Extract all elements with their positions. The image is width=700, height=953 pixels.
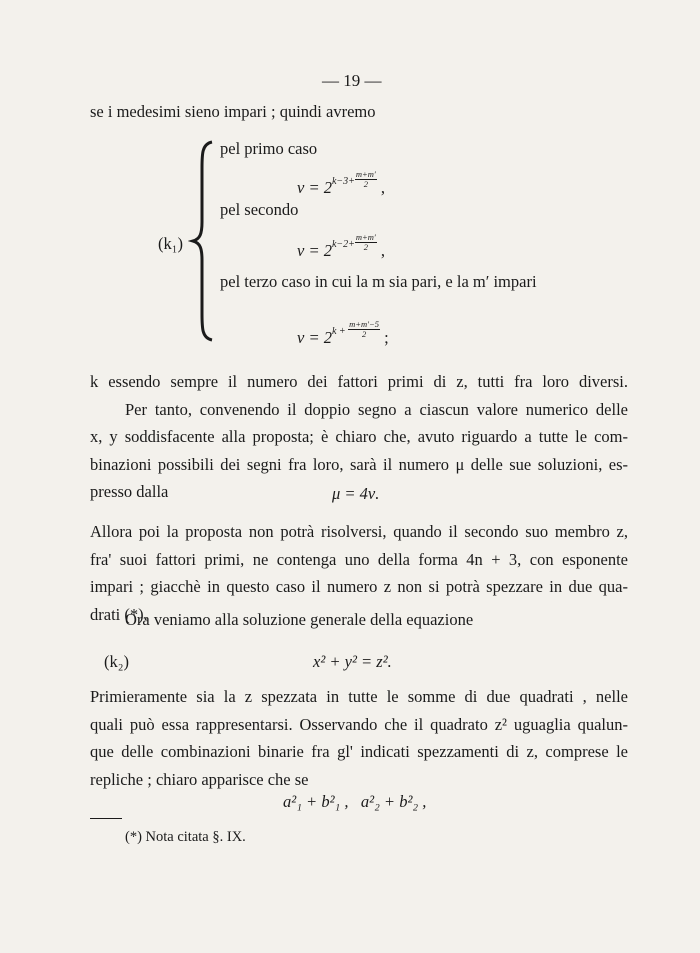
- formula3-fraction-num: m+m′−5: [349, 318, 380, 329]
- formula2-fraction-den: 2: [363, 241, 368, 252]
- para2-line-4: presso dalla: [90, 482, 169, 501]
- para2-line-2: x, y soddisfacente alla proposta; è chiaro che, avuto riguardo a tutte le com-: [90, 427, 628, 446]
- para3-line-1: Allora poi la proposta non potrà risolversi, quando il secondo suo membro z,: [90, 522, 628, 541]
- para3-line-4: drati (*).: [90, 604, 148, 624]
- para2-line-3: binazioni possibili dei segni fra loro, sarà il numero μ delle sue soluzioni, es-: [90, 454, 628, 474]
- formula1-tail: ,: [380, 178, 386, 197]
- footnote-rule: [90, 818, 122, 819]
- formula2-fraction: [355, 233, 377, 252]
- para5-line-1: Primieramente sia la z spezzata in tutte le somme di due quadrati , nelle: [90, 687, 628, 706]
- formula3-tail: ;: [384, 328, 389, 347]
- formula3-fraction-den: 2: [361, 328, 367, 339]
- paragraph-primieramente: [90, 683, 628, 793]
- footnote: (*) Nota citata §. IX.: [125, 829, 246, 845]
- equation-sums: a²₁ + b²₁ , a²₂ + b²₂ ,: [283, 792, 427, 811]
- para3-line-3: impari ; giacchè in questo caso il numero z non si potrà spezzare in due qua-: [90, 577, 628, 596]
- formula2: [297, 231, 386, 265]
- case1-label: pel primo caso: [220, 139, 318, 158]
- para3-line-2: fra' suoi fattori primi, ne contenga uno della forma 4n + 3, con esponente: [90, 549, 628, 569]
- para1-line: k essendo sempre il numero dei fattori primi di z, tutti fra loro diversi.: [90, 372, 628, 391]
- formula1-fraction-num: m+m′: [355, 168, 376, 179]
- formula1-fraction: [355, 170, 377, 189]
- formula2-exponent: k−2+: [331, 239, 355, 250]
- formula1: [297, 168, 386, 202]
- equation-k2: x² + y² = z².: [313, 652, 392, 671]
- formula2-tail: ,: [380, 241, 386, 260]
- formula2-fraction-num: m+m′: [355, 231, 376, 242]
- para5-line-4: repliche ; chiaro apparisce che se: [90, 769, 309, 789]
- formula1-fraction-den: 2: [363, 178, 368, 189]
- formula3-fraction: [348, 320, 380, 339]
- equation-mu: μ = 4ν.: [332, 484, 380, 503]
- formula3-exponent: k +: [331, 326, 349, 337]
- formula1-exponent: k−3+: [331, 176, 355, 187]
- para5-line-3: que delle combinazioni binarie fra gl' indicati spezzamenti di z, comprese le: [90, 742, 628, 761]
- equation-label-k2: (k₂): [104, 652, 129, 671]
- formula3-lhs: ν = 2: [297, 328, 332, 347]
- page-number: — 19 —: [322, 71, 382, 90]
- formula3: [297, 318, 389, 352]
- paragraph-ora: Ora veniamo alla soluzione generale della equazione: [125, 610, 474, 629]
- left-brace-icon: [188, 140, 218, 342]
- case3-label: pel terzo caso in cui la m sia pari, e la m′ impari: [220, 272, 537, 291]
- intro-line: se i medesimi sieno impari ; quindi avremo: [90, 102, 376, 121]
- formula2-lhs: ν = 2: [297, 241, 332, 260]
- para2-line-1: Per tanto, convenendo il doppio segno a ciascun valore numerico delle: [125, 399, 628, 419]
- system-label-k1: (k₁): [158, 234, 183, 253]
- case2-label: pel secondo: [220, 200, 299, 219]
- formula1-lhs: ν = 2: [297, 178, 332, 197]
- para5-line-2: quali può essa rappresentarsi. Osservando che il quadrato z² uguaglia qualun-: [90, 714, 628, 734]
